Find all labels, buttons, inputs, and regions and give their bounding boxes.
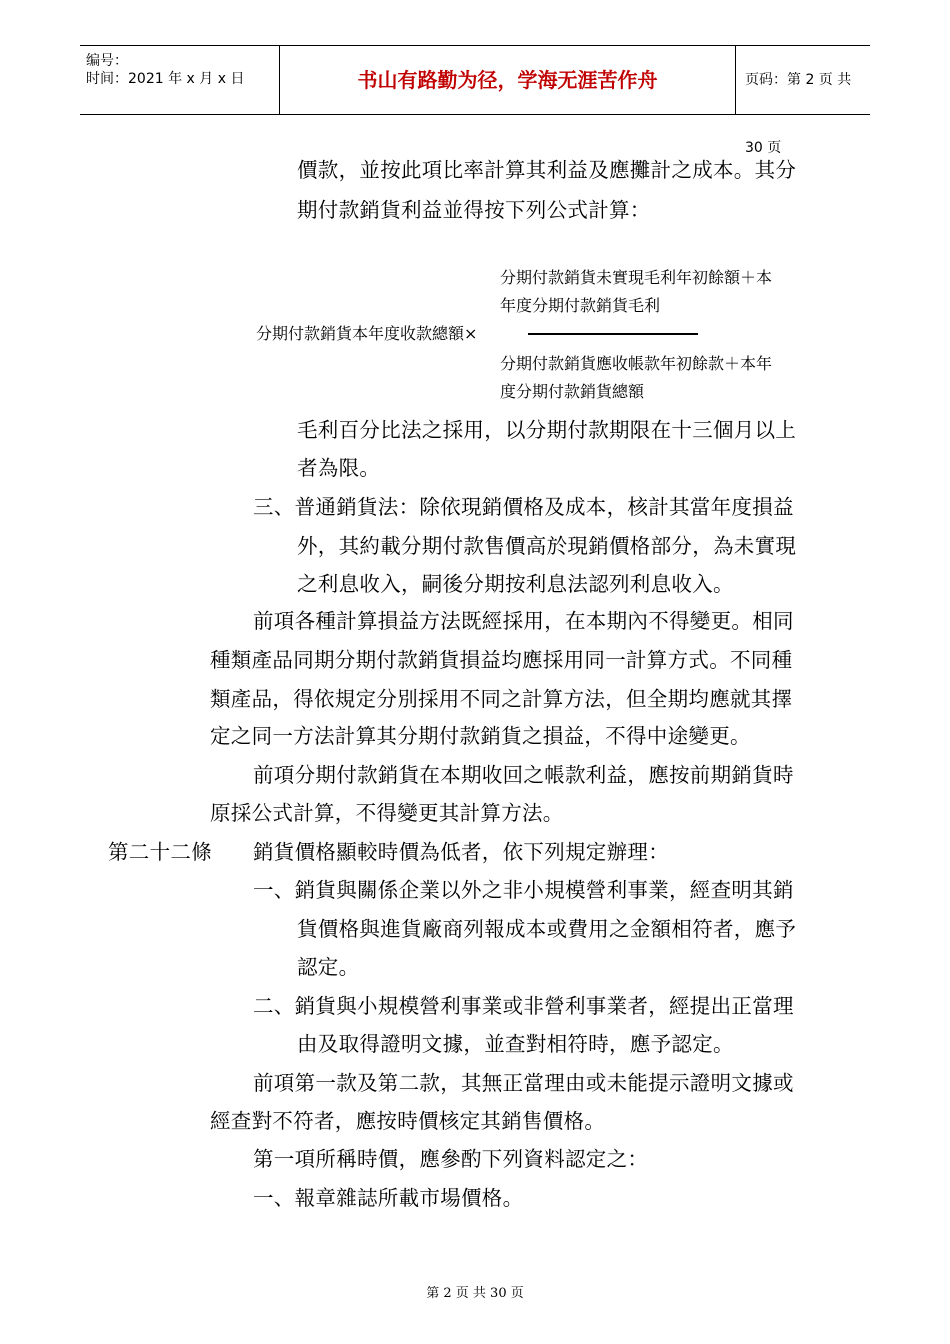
formula-numerator-line2: 年度分期付款銷貨毛利 <box>500 296 661 315</box>
list-item: 二、銷貨與小規模營利事業或非營利事業者，經提出正當理 <box>253 994 794 1018</box>
list-item: 一、報章雜誌所載市場價格。 <box>253 1186 524 1210</box>
text-line: 種類產品同期分期付款銷貨損益均應採用同一計算方式。不同種 <box>210 648 793 672</box>
page-header <box>80 45 870 156</box>
text-line: 經查對不符者，應按時價核定其銷售價格。 <box>210 1109 606 1133</box>
formula-numerator-line1: 分期付款銷貨未實現毛利年初餘額＋本 <box>500 268 773 287</box>
article-text: 銷貨價格顯較時價為低者，依下列規定辦理： <box>253 840 669 864</box>
text-line: 類產品，得依規定分別採用不同之計算方法，但全期均應就其擇 <box>210 687 793 711</box>
text-line: 由及取得證明文據，並查對相符時，應予認定。 <box>297 1032 734 1056</box>
header-motto: 书山有路勤为径，学海无涯苦作舟 <box>280 46 736 114</box>
text-line: 之利息收入，嗣後分期按利息法認列利息收入。 <box>297 572 734 596</box>
fraction-bar <box>528 333 698 335</box>
text-line: 毛利百分比法之採用，以分期付款期限在十三個月以上 <box>297 418 797 442</box>
header-meta <box>80 46 280 114</box>
text-line: 貨價格與進貨廠商列報成本或費用之金額相符者，應予 <box>297 917 797 941</box>
formula-denominator-line2: 度分期付款銷貨總額 <box>500 382 645 401</box>
text-line: 原採公式計算，不得變更其計算方法。 <box>210 801 564 825</box>
formula-denominator-line1: 分期付款銷貨應收帳款年初餘款＋本年 <box>500 354 773 373</box>
page-footer: 第 2 页 共 30 页 <box>426 1286 524 1301</box>
text-line: 前項第一款及第二款，其無正當理由或未能提示證明文據或 <box>253 1071 794 1095</box>
text-line: 價款，並按此項比率計算其利益及應攤計之成本。其分 <box>297 158 797 182</box>
time-label: 时间：2021 年 x 月 x 日 <box>86 71 245 87</box>
text-line: 外，其約載分期付款售價高於現銷價格部分，為未實現 <box>297 534 797 558</box>
text-line: 前項各種計算損益方法既經採用，在本期內不得變更。相同 <box>253 609 794 633</box>
article-number: 第二十二條 <box>108 840 212 864</box>
text-line: 前項分期付款銷貨在本期收回之帳款利益，應按前期銷貨時 <box>253 763 794 787</box>
text-line: 第一項所稱時價，應參酌下列資料認定之： <box>253 1147 649 1171</box>
formula-left-term: 分期付款銷貨本年度收款總額× <box>256 324 478 343</box>
list-item: 三、普通銷貨法：除依現銷價格及成本，核計其當年度損益 <box>253 495 794 519</box>
text-line: 定之同一方法計算其分期付款銷貨之損益，不得中途變更。 <box>210 724 751 748</box>
text-line: 者為限。 <box>297 456 381 480</box>
list-item: 一、銷貨與關係企業以外之非小規模營利事業，經查明其銷 <box>253 878 794 902</box>
text-line: 認定。 <box>297 955 360 979</box>
header-page-info: 页码：第 2 页 共 30 页 <box>745 72 852 156</box>
number-label: 编号： <box>86 53 128 69</box>
text-line: 期付款銷貨利益並得按下列公式計算： <box>297 198 651 222</box>
